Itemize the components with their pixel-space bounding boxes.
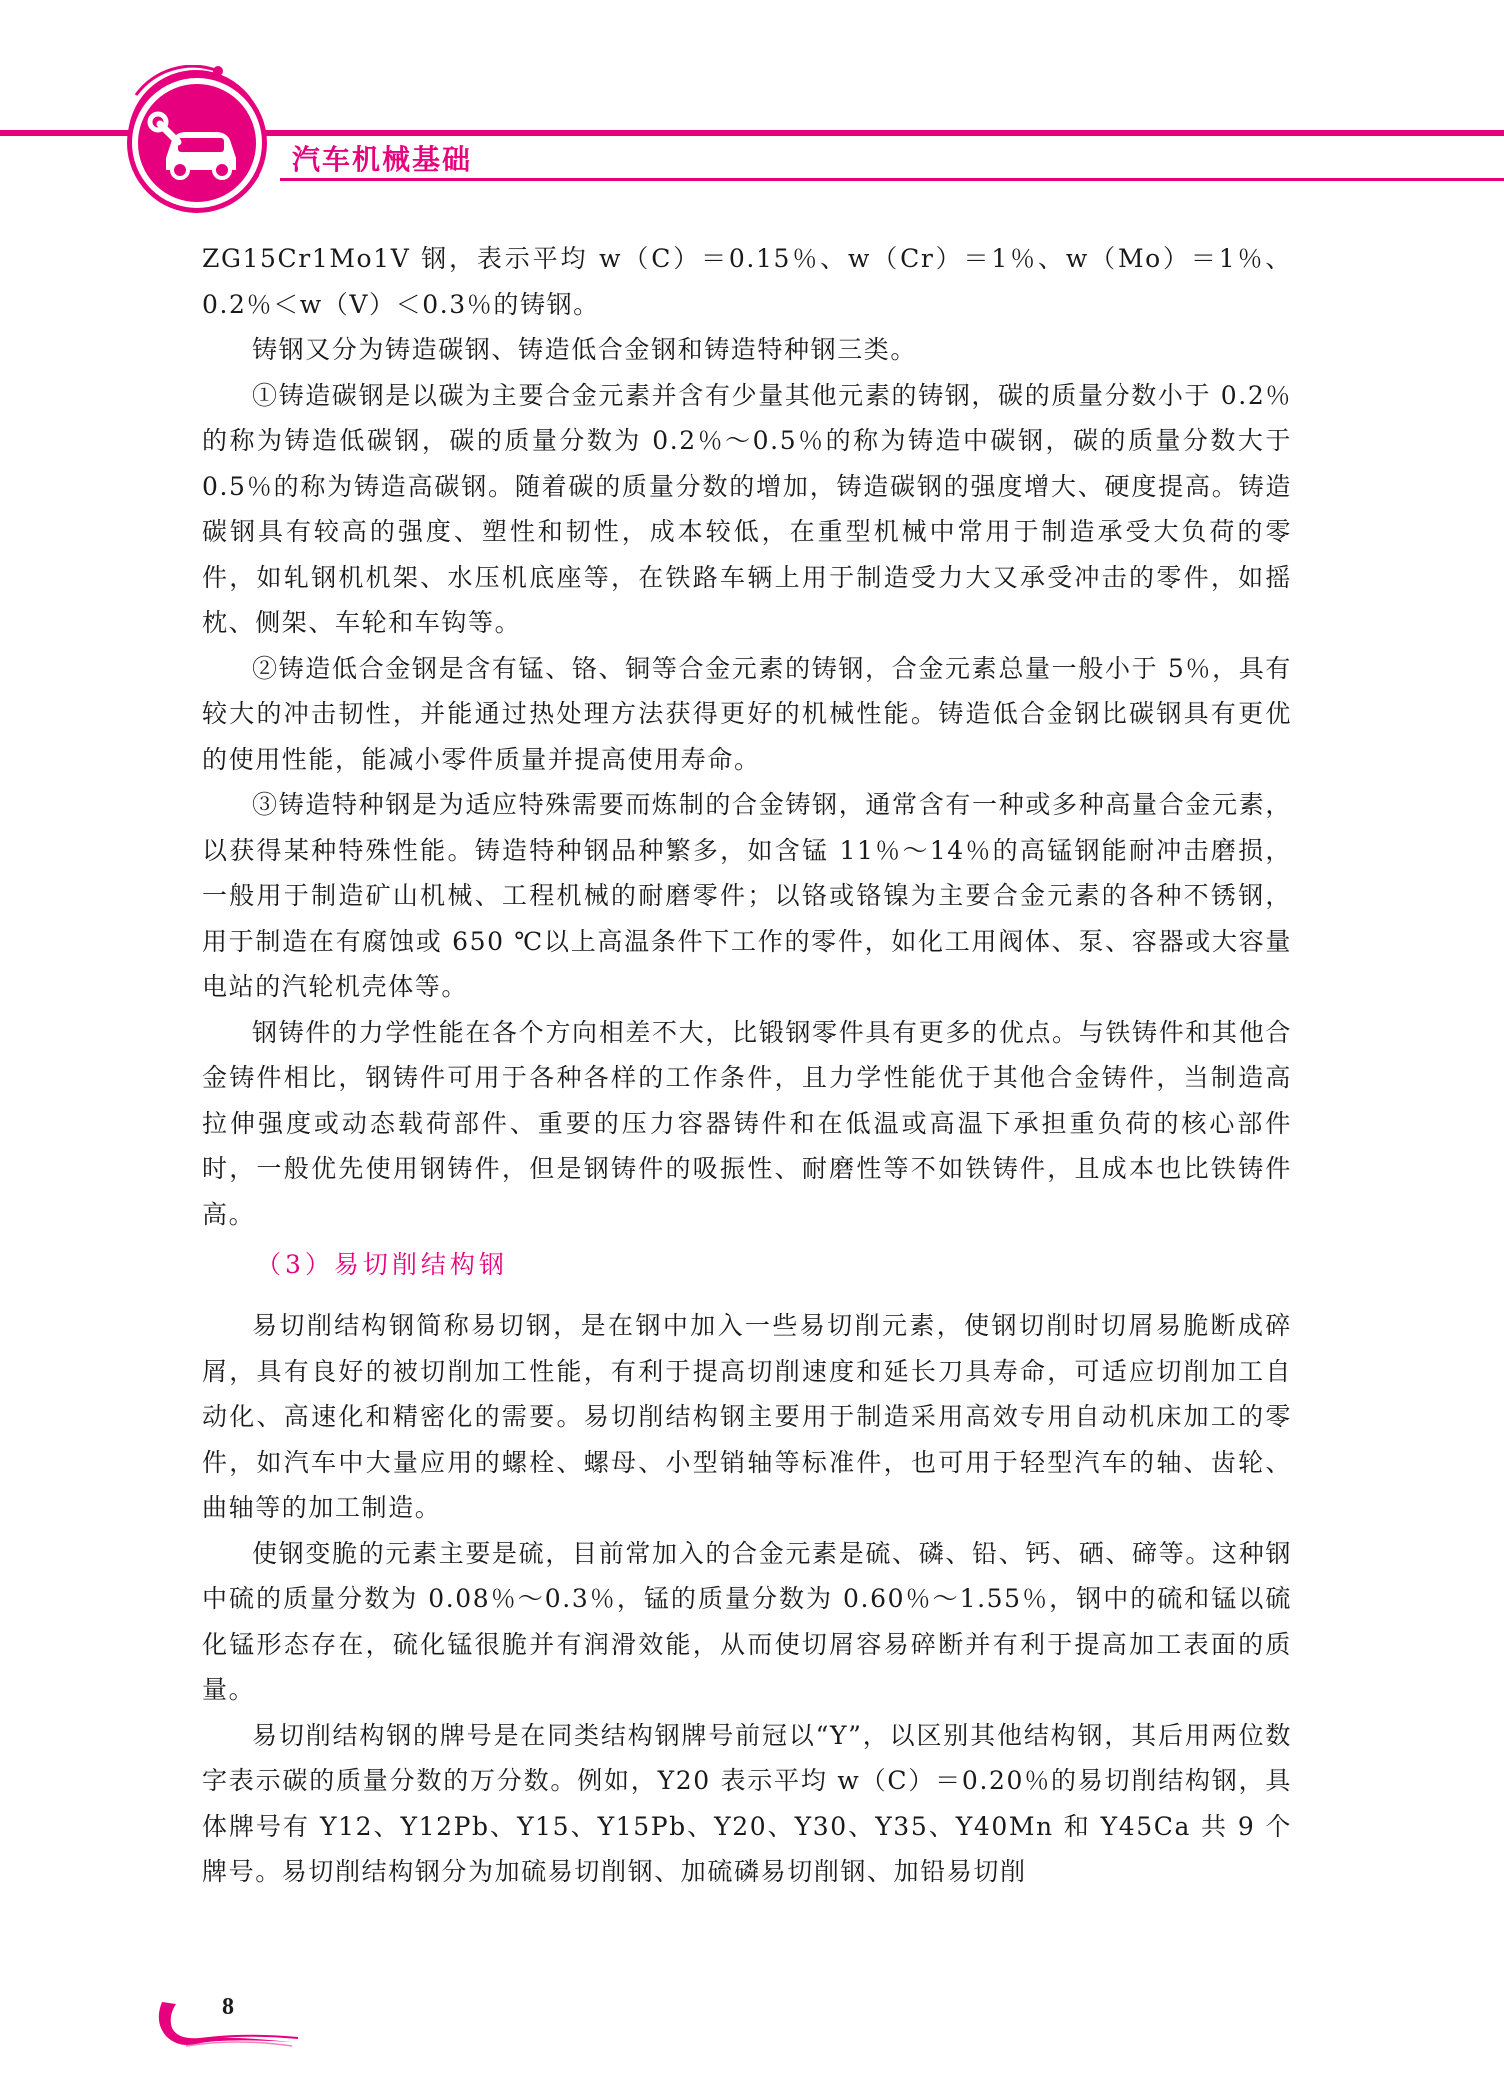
body-paragraph: ZG15Cr1Mo1V 钢，表示平均 w（C）＝0.15％、w（Cr）＝1％、w（Mo）＝1％、0.2％＜w（V）＜0.3％的铸钢。 xyxy=(202,244,1292,319)
body-paragraph: 使钢变脆的元素主要是硫，目前常加入的合金元素是硫、磷、铅、钙、硒、碲等。这种钢中硫的质量分数为 0.08％～0.3％，锰的质量分数为 0.60％～1.55％，钢中的硫和锰以硫化锰形态存在，硫化锰很脆并有润滑效能，从而使切屑容易碎断并有利于提高加工表面的质量。 xyxy=(202,1538,1292,1704)
body-paragraph: 易切削结构钢的牌号是在同类结构钢牌号前冠以“Y”，以区别其他结构钢，其后用两位数字表示碳的质量分数的万分数。例如，Y20 表示平均 w（C）＝0.20％的易切削结构钢，具体牌号有 Y12、Y12Pb、Y15、Y15Pb、Y20、Y30、Y35、Y40Mn 和 Y45Ca 共 9 个牌号。易切削结构钢分为加硫易切削钢、加硫磷易切削钢、加铅易切削 xyxy=(202,1720,1292,1886)
car-wrench-icon xyxy=(138,84,256,202)
body-paragraph: 铸钢又分为铸造碳钢、铸造低合金钢和铸造特种钢三类。 xyxy=(252,335,918,364)
header-logo-badge xyxy=(132,78,262,208)
section-subheading: （3）易切削结构钢 xyxy=(256,1250,508,1279)
body-paragraph: ③铸造特种钢是为适应特殊需要而炼制的合金铸钢，通常含有一种或多种高量合金元素，以获得某种特殊性能。铸造特种钢品种繁多，如含锰 11％～14％的高锰钢能耐冲击磨损，一般用于制造矿山机械、工程机械的耐磨零件；以铬或铬镍为主要合金元素的各种不锈钢，用于制造在有腐蚀或 650 ℃以上高温条件下工作的零件，如化工用阀体、泵、容器或大容量电站的汽轮机壳体等。 xyxy=(202,790,1292,1001)
body-paragraph: 易切削结构钢简称易切钢，是在钢中加入一些易切削元素，使钢切削时切屑易脆断成碎屑，具有良好的被切削加工性能，有利于提高切削速度和延长刀具寿命，可适应切削加工自动化、高速化和精密化的需要。易切削结构钢主要用于制造采用高效专用自动机床加工的零件，如汽车中大量应用的螺栓、螺母、小型销轴等标准件，也可用于轻型汽车的轴、齿轮、曲轴等的加工制造。 xyxy=(202,1311,1292,1522)
page-body xyxy=(202,236,1292,1895)
header-underline xyxy=(280,178,1504,181)
book-title: 汽车机械基础 xyxy=(292,143,473,176)
page-number: 8 xyxy=(222,1994,234,2020)
body-paragraph: ①铸造碳钢是以碳为主要合金元素并含有少量其他元素的铸钢，碳的质量分数小于 0.2％的称为铸造低碳钢，碳的质量分数为 0.2％～0.5％的称为铸造中碳钢，碳的质量分数大于 0.5％的称为铸造高碳钢。随着碳的质量分数的增加，铸造碳钢的强度增大、硬度提高。铸造碳钢具有较高的强度、塑性和韧性，成本较低，在重型机械中常用于制造承受大负荷的零件，如轧钢机机架、水压机底座等，在铁路车辆上用于制造受力大又承受冲击的零件，如摇枕、侧架、车轮和车钩等。 xyxy=(202,380,1292,637)
body-paragraph: 钢铸件的力学性能在各个方向相差不大，比锻钢零件具有更多的优点。与铁铸件和其他合金铸件相比，钢铸件可用于各种各样的工作条件，且力学性能优于其他合金铸件，当制造高拉伸强度或动态载荷部件、重要的压力容器铸件和在低温或高温下承担重负荷的核心部件时，一般优先使用钢铸件，但是钢铸件的吸振性、耐磨性等不如铁铸件，且成本也比铁铸件高。 xyxy=(202,1017,1292,1229)
page-header xyxy=(0,0,1504,230)
body-paragraph: ②铸造低合金钢是含有锰、铬、铜等合金元素的铸钢，合金元素总量一般小于 5％，具有较大的冲击韧性，并能通过热处理方法获得更好的机械性能。铸造低合金钢比碳钢具有更优的使用性能，能减小零件质量并提高使用寿命。 xyxy=(202,653,1292,774)
